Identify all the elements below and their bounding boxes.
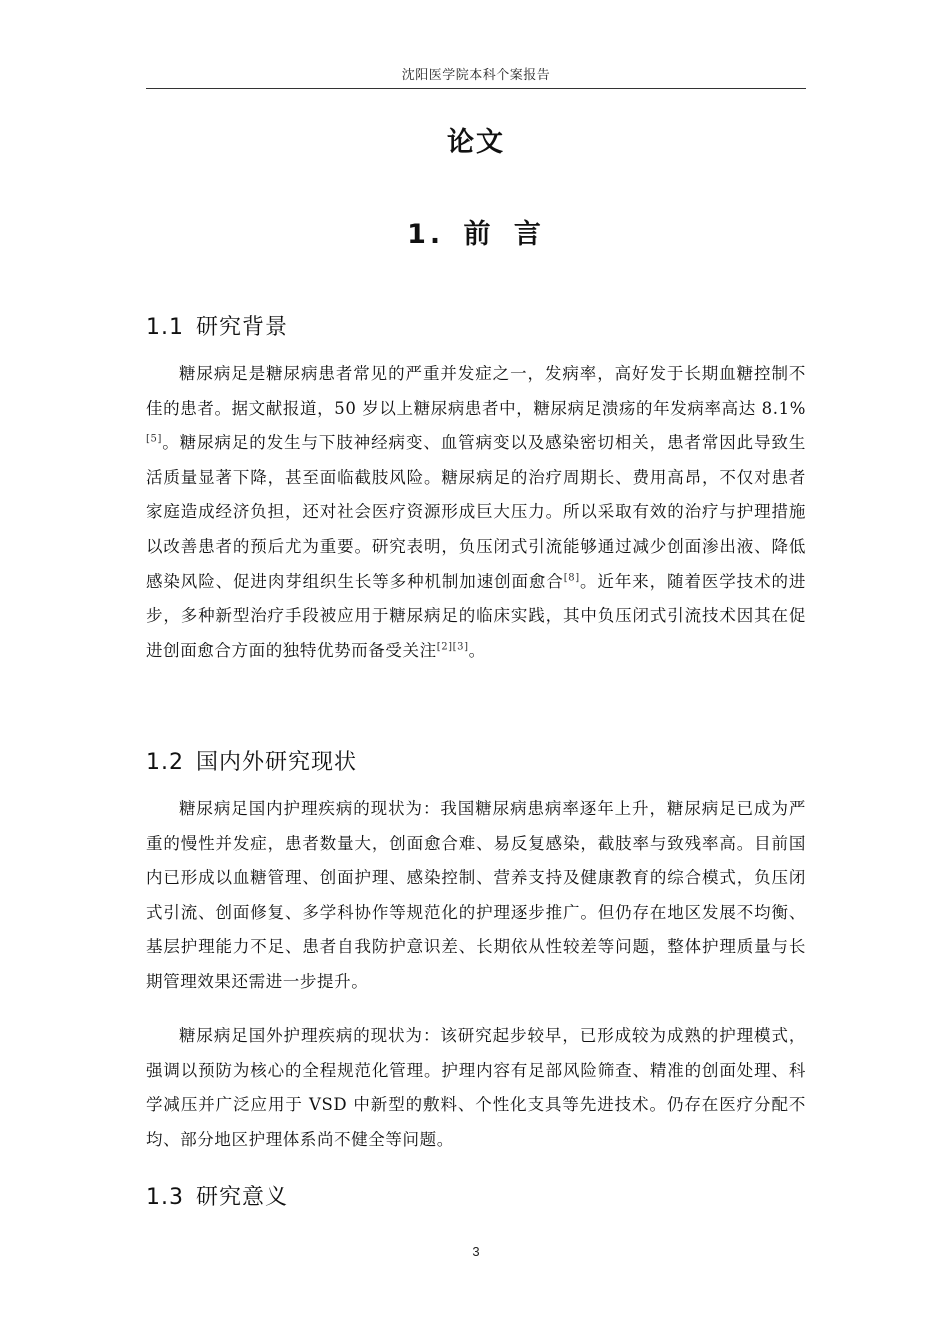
section-number: 1.1	[146, 315, 184, 340]
citation-reference: [2][3]	[436, 641, 469, 653]
paragraph-text: 。	[468, 640, 486, 660]
chapter-name: 前 言	[463, 219, 545, 250]
section-number: 1.3	[146, 1185, 184, 1210]
chapter-number: 1.	[407, 219, 445, 250]
section-heading-1-2	[146, 745, 806, 776]
document-title: 论文	[447, 127, 505, 158]
page-number: 3	[472, 1244, 480, 1259]
paragraph	[146, 792, 806, 1000]
paragraph-text: 。近年来，随着医学技术的进步，多种新型治疗手段被应用于糖尿病足的临床实践，其中负压闭式引流技术因其在促进创面愈合方面的独特优势而备受关注	[146, 571, 806, 660]
citation-reference: [5]	[146, 433, 162, 445]
paragraph	[146, 357, 806, 668]
section-heading-1-1	[146, 310, 806, 341]
paragraph-text: 糖尿病足是糖尿病患者常见的严重并发症之一，发病率，高好发于长期血糖控制不佳的患者。据文献报道，50 岁以上糖尿病患者中，糖尿病足溃疡的年发病率高达 8.1%	[146, 364, 806, 418]
paragraph	[146, 1019, 806, 1157]
section-heading-1-3	[146, 1180, 806, 1211]
paragraph-text: 。糖尿病足的发生与下肢神经病变、血管病变以及感染密切相关，患者常因此导致生活质量显著下降，甚至面临截肢风险。糖尿病足的治疗周期长、费用高昂，不仅对患者家庭造成经济负担，还对社会医疗资源形成巨大压力。所以采取有效的治疗与护理措施以改善患者的预后尤为重要。研究表明，负压闭式引流能够通过减少创面渗出液、降低感染风险、促进肉芽组织生长等多种机制加速创面愈合	[146, 433, 806, 591]
running-header: 沈阳医学院本科个案报告	[401, 68, 551, 83]
citation-reference: [8]	[563, 572, 580, 584]
header-rule	[146, 88, 806, 89]
paragraph-text: 糖尿病足国外护理疾病的现状为：该研究起步较早，已形成较为成熟的护理模式，强调以预防为核心的全程规范化管理。护理内容有足部风险筛查、精准的创面处理、科学减压并广泛应用于 VSD 中新型的敷料、个性化支具等先进技术。仍存在医疗分配不均、部分地区护理体系尚不健全等问题。	[146, 1026, 806, 1149]
paragraph-text: 糖尿病足国内护理疾病的现状为：我国糖尿病患病率逐年上升，糖尿病足已成为严重的慢性并发症，患者数量大，创面愈合难、易反复感染，截肢率与致残率高。目前国内已形成以血糖管理、创面护理、感染控制、营养支持及健康教育的综合模式，负压闭式引流、创面修复、多学科协作等规范化的护理逐步推广。但仍存在地区发展不均衡、基层护理能力不足、患者自我防护意识差、长期依从性较差等问题，整体护理质量与长期管理效果还需进一步提升。	[146, 799, 806, 991]
chapter-title	[146, 212, 806, 251]
section-number: 1.2	[146, 750, 184, 775]
section-title: 研究背景	[196, 315, 289, 340]
section-title: 研究意义	[196, 1185, 289, 1210]
section-title: 国内外研究现状	[196, 750, 358, 775]
